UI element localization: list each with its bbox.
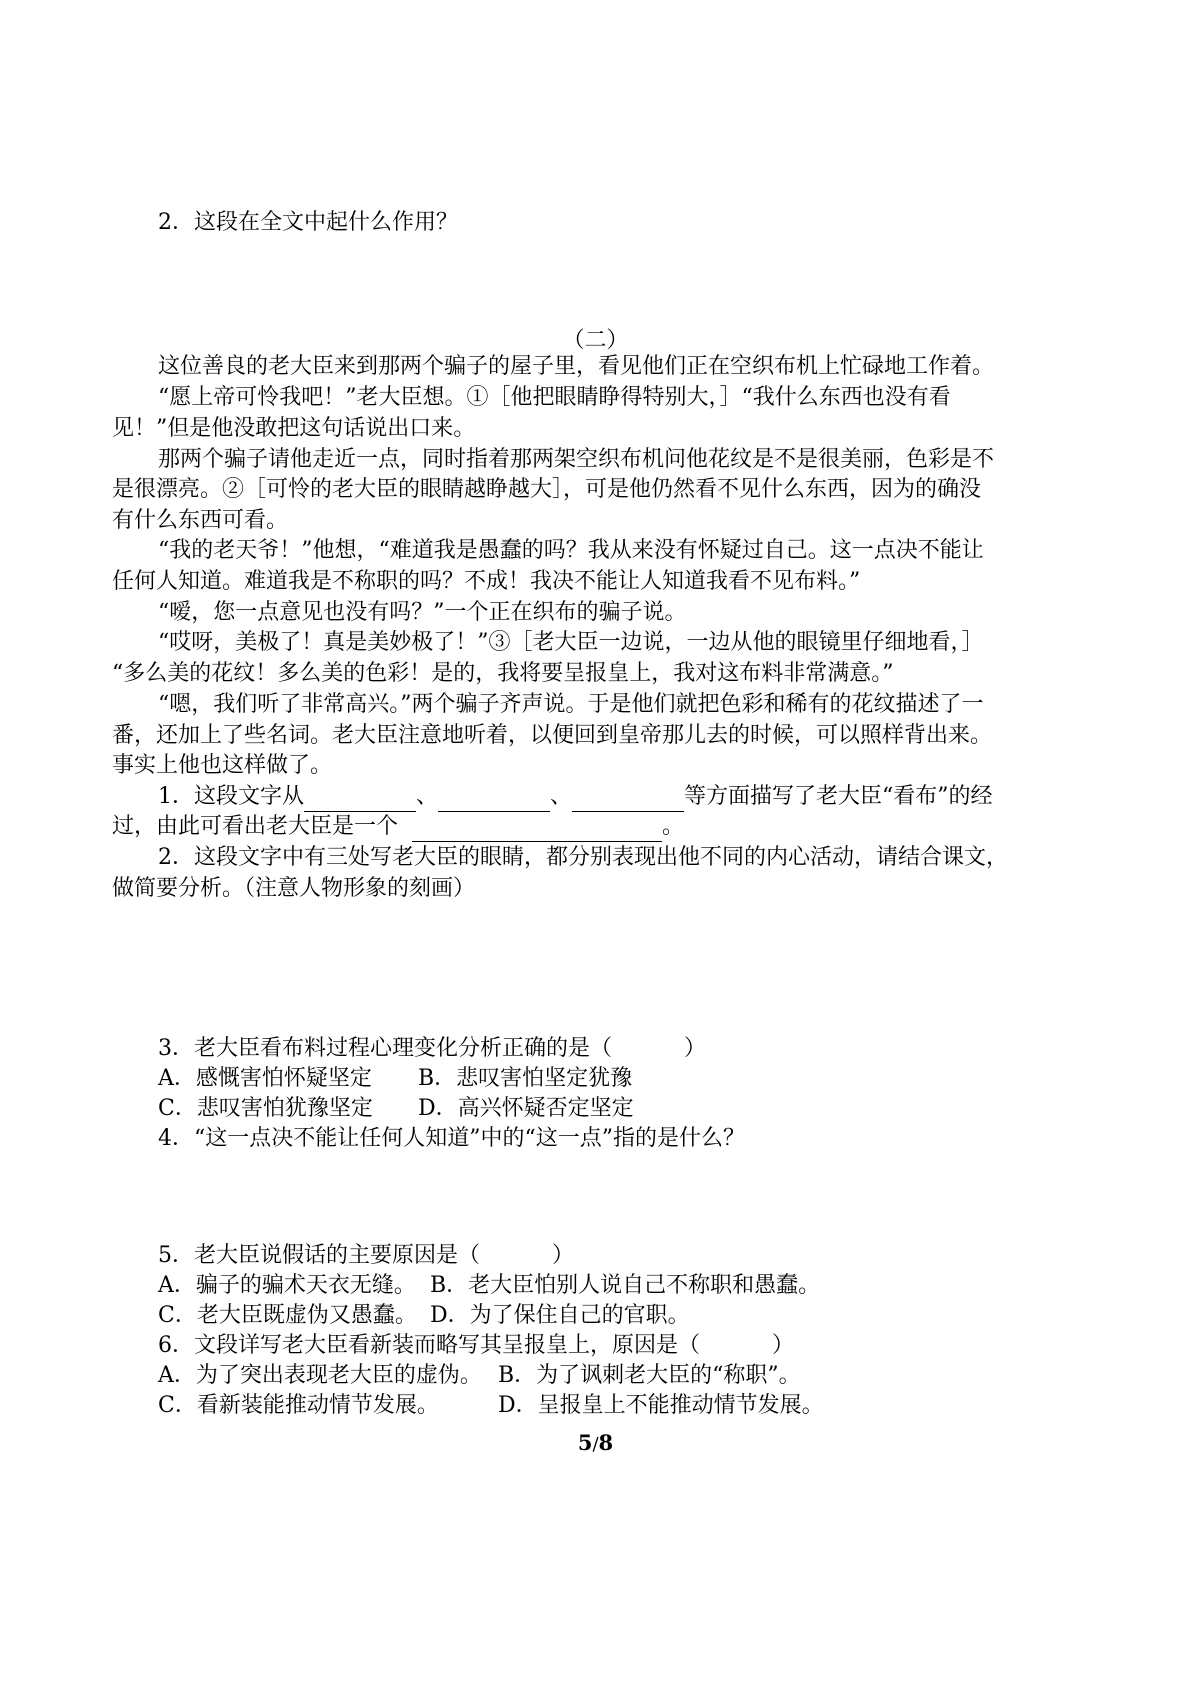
option-d[interactable]: D．呈报皇上不能推动情节发展。	[498, 1393, 824, 1418]
q1-sep: 、	[550, 784, 573, 809]
q1-line2-prefix: 过，由此可看出老大臣是一个	[112, 814, 399, 839]
q3-stem-end: ）	[684, 1036, 707, 1061]
option-b[interactable]: B．老大臣怕别人说自己不称职和愚蠢。	[430, 1273, 821, 1298]
question-top-2: 2．这段在全文中起什么作用？	[158, 210, 458, 235]
question-6	[158, 1331, 1087, 1361]
passage-line: “多么美的花纹！多么美的色彩！是的，我将要呈报皇上，我对这布料非常满意。”	[112, 661, 894, 686]
q3-stem: 3．老大臣看布料过程心理变化分析正确的是（	[158, 1036, 612, 1061]
passage-line: 任何人知道。难道我是不称职的吗？不成！我决不能让人知道我看不见布料。”	[112, 569, 861, 594]
question-2: 2．这段文字中有三处写老大臣的眼睛，都分别表现出他不同的内心活动，请结合课文，	[158, 845, 1008, 870]
option-c[interactable]: C．看新装能推动情节发展。	[158, 1393, 439, 1418]
answer-blank-4[interactable]	[412, 819, 662, 842]
q1-sep: 、	[416, 784, 439, 809]
option-d[interactable]: D．为了保住自己的官职。	[430, 1303, 690, 1328]
question-3	[158, 1034, 1087, 1064]
option-d[interactable]: D．高兴怀疑否定坚定	[418, 1096, 634, 1121]
passage-line: “我的老天爷！”他想，“难道我是愚蠢的吗？我从来没有怀疑过自己。这一点决不能让	[158, 538, 984, 563]
option-c[interactable]: C．老大臣既虚伪又愚蠢。	[158, 1303, 417, 1328]
option-b[interactable]: B．为了讽刺老大臣的“称职”。	[498, 1363, 801, 1388]
page-total: 8	[598, 1430, 614, 1455]
answer-blank-3[interactable]	[572, 789, 684, 812]
question-2-line2: 做简要分析。（注意人物形象的刻画）	[112, 876, 476, 901]
passage-line: 那两个骗子请他走近一点，同时指着那两架空织布机问他花纹是不是很美丽，色彩是不	[158, 447, 995, 472]
passage-line: “嗯，我们听了非常高兴。”两个骗子齐声说。于是他们就把色彩和稀有的花纹描述了一	[158, 692, 984, 717]
q5-stem-end: ）	[552, 1243, 575, 1268]
option-b[interactable]: B．悲叹害怕坚定犹豫	[418, 1066, 633, 1091]
question-1-line2	[112, 812, 1087, 842]
passage-line: 番，还加上了些名词。老大臣注意地听着，以便回到皇帝那儿去的时候，可以照样背出来。	[112, 723, 993, 748]
q6-stem-end: ）	[772, 1333, 795, 1358]
passage-line: 有什么东西可看。	[112, 508, 289, 533]
option-a[interactable]: A．为了突出表现老大臣的虚伪。	[158, 1363, 482, 1388]
question-5	[158, 1241, 1087, 1271]
passage-line: 事实上他也这样做了。	[112, 753, 333, 778]
page-number	[0, 1430, 1191, 1455]
passage-line: 这位善良的老大臣来到那两个骗子的屋子里，看见他们正在空织布机上忙碌地工作着。	[158, 354, 995, 379]
option-c[interactable]: C．悲叹害怕犹豫坚定	[158, 1096, 373, 1121]
question-1	[158, 782, 1087, 812]
passage-line: “嗳，您一点意见也没有吗？”一个正在织布的骗子说。	[158, 600, 687, 625]
passage-line: “哎呀，美极了！真是美妙极了！”③［老大臣一边说，一边从他的眼镜里仔细地看，］	[158, 630, 984, 655]
option-a[interactable]: A．骗子的骗术天衣无缝。	[158, 1273, 416, 1298]
page-separator: /	[592, 1434, 599, 1455]
q1-middle: 等方面描写了老大臣“看布”的经	[684, 784, 993, 809]
q5-stem: 5．老大臣说假话的主要原因是（	[158, 1243, 480, 1268]
answer-blank-2[interactable]	[438, 789, 550, 812]
passage-line: 见！”但是他没敢把这句话说出口来。	[112, 416, 476, 441]
passage-line: “愿上帝可怜我吧！”老大臣想。①［他把眼睛睁得特别大，］“我什么东西也没有看	[158, 385, 951, 410]
answer-blank-1[interactable]	[304, 789, 416, 812]
page-current: 5	[577, 1430, 593, 1455]
q1-prefix: 1．这段文字从	[158, 784, 304, 809]
option-a[interactable]: A．感慨害怕怀疑坚定	[158, 1066, 372, 1091]
question-4: 4．“这一点决不能让任何人知道”中的“这一点”指的是什么？	[158, 1126, 745, 1151]
q6-stem: 6．文段详写老大臣看新装而略写其呈报皇上，原因是（	[158, 1333, 700, 1358]
q1-line2-end: 。	[662, 814, 685, 839]
passage-line: 是很漂亮。②［可怜的老大臣的眼睛越睁越大］，可是他仍然看不见什么东西，因为的确没	[112, 477, 982, 502]
section-title: （二）	[562, 328, 629, 353]
